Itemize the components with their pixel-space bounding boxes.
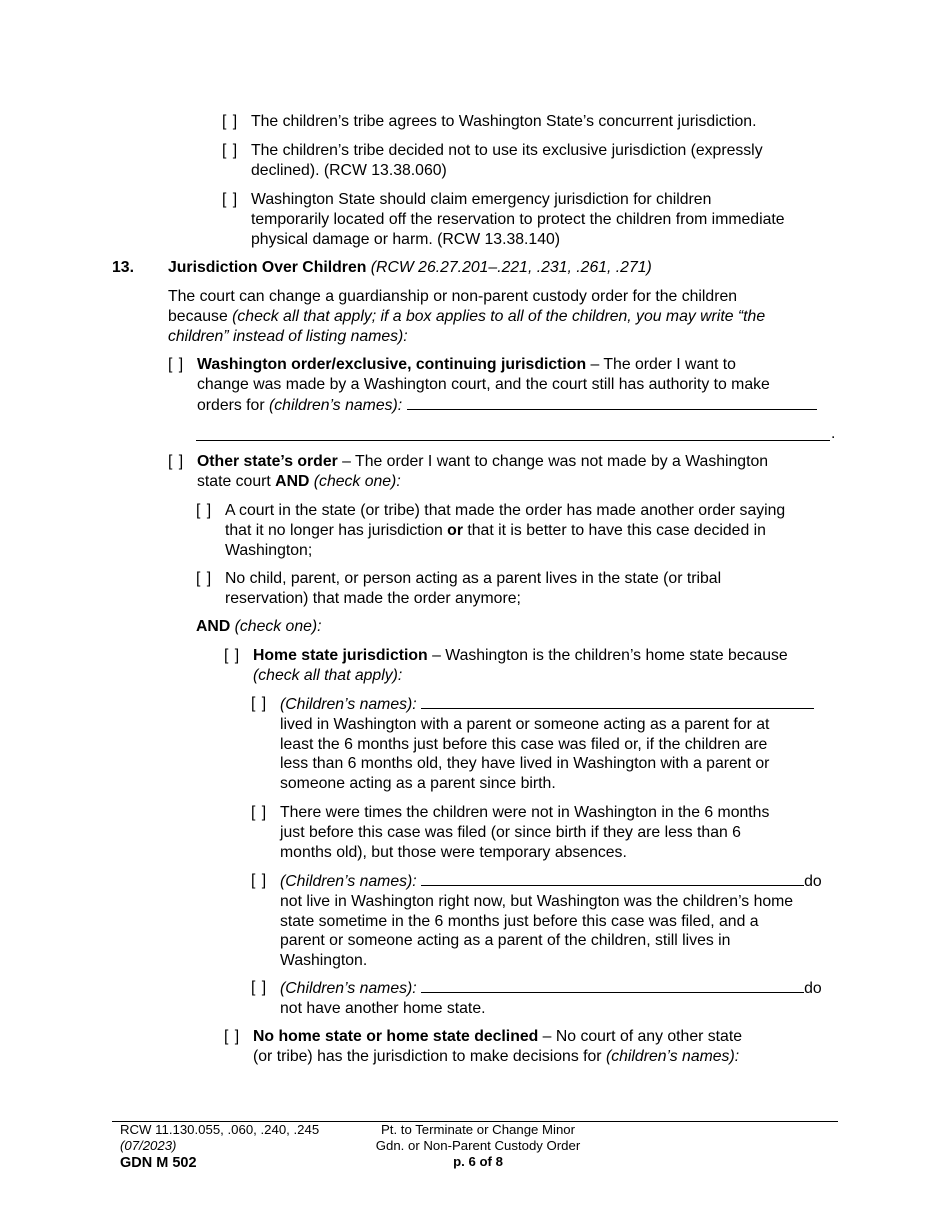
checkbox[interactable]: [ ] <box>251 804 268 821</box>
section-heading <box>168 258 848 278</box>
section-number: 13. <box>112 259 134 276</box>
option-text: temporarily located off the reservation to protect the children from immediate <box>251 210 785 228</box>
footer-left <box>120 1122 319 1172</box>
footer-center <box>348 1122 608 1170</box>
option-title: No home state or home state declined <box>253 1028 539 1045</box>
tribe-emergency-option <box>222 190 842 249</box>
option-title: Home state jurisdiction <box>253 647 428 664</box>
option-text: The children’s tribe decided not to use its exclusive jurisdiction (expressly <box>251 142 763 159</box>
wa-order-option: [ ] Washington order/exclusive, continuing jurisdiction – The order I want to change was made by a Washington court, and the court still has authority to make orders for (children’s names): <box>168 355 848 415</box>
option-text: Washington State should claim emergency jurisdiction for children <box>251 191 712 208</box>
checkbox[interactable]: [ ] <box>224 647 241 664</box>
option-title: Washington order/exclusive, continuing jurisdiction <box>197 356 587 373</box>
period: . <box>831 425 836 442</box>
option-text: The children’s tribe agrees to Washington State’s concurrent jurisdiction. <box>251 113 757 130</box>
children-names-field[interactable] <box>421 978 804 993</box>
home-state-sub-option-b: [ ] There were times the children were not in Washington in the 6 months just before this case was filed (or since birth if they are less than 6 months old), but those were temporary absences. <box>251 804 770 861</box>
checkbox[interactable]: [ ] <box>222 191 239 208</box>
tribe-declined-option <box>222 141 842 181</box>
checkbox[interactable]: [ ] <box>251 872 268 889</box>
footer-rcw: RCW 11.130.055, .060, .240, .245 <box>120 1122 320 1137</box>
checkbox[interactable]: [ ] <box>251 979 268 996</box>
section-title: Jurisdiction Over Children <box>168 259 367 276</box>
children-names-field-line2[interactable] <box>196 440 830 441</box>
other-state-option: [ ] Other state’s order – The order I want to change was not made by a Washington state court AND (check one): <box>168 453 769 490</box>
footer-form-id: GDN M 502 <box>120 1155 197 1171</box>
children-names-field[interactable] <box>407 395 817 410</box>
home-state-sub-option-c: [ ] (Children’s names): do not live in Washington right now, but Washington was the children’s home state sometime in the 6 months just before this case was filed, and a parent or someone acting as a parent of the children, still lives in Washington. <box>251 872 822 970</box>
checkbox[interactable]: [ ] <box>224 1028 241 1045</box>
option-title: Other state’s order <box>197 453 338 470</box>
section-citation: (RCW 26.27.201–.221, .231, .261, .271) <box>370 259 652 276</box>
checkbox[interactable]: [ ] <box>196 502 213 519</box>
other-state-sub-option-2: [ ] No child, parent, or person acting as a parent lives in the state (or tribal reservation) that made the order anymore; <box>196 570 722 607</box>
home-state-sub-option-a: [ ] (Children’s names): lived in Washington with a parent or someone acting as a parent for at least the 6 months just before this case was filed or, if the children are less than 6 months old, they have lived in Washington with a parent or someone acting as a parent since birth. <box>251 694 846 794</box>
footer-page: p. 6 of 8 <box>453 1154 503 1169</box>
tribe-agrees-option <box>222 112 842 132</box>
section-intro: The court can change a guardianship or non-parent custody order for the children because (check all that apply; if a box applies to all of the children, you may write “the children” instead of listing names): <box>168 288 766 345</box>
children-names-field[interactable] <box>421 694 814 709</box>
checkbox[interactable]: [ ] <box>196 570 213 587</box>
checkbox[interactable]: [ ] <box>168 453 185 470</box>
option-text: declined). (RCW 13.38.060) <box>251 161 447 179</box>
footer-title-1: Pt. to Terminate or Change Minor <box>381 1122 575 1137</box>
checkbox[interactable]: [ ] <box>222 142 239 159</box>
children-names-field[interactable] <box>421 871 804 886</box>
footer-date: (07/2023) <box>120 1138 177 1153</box>
footer-title-2: Gdn. or Non-Parent Custody Order <box>375 1138 581 1153</box>
other-state-sub-option-1: [ ] A court in the state (or tribe) that made the order has made another order saying that it no longer has jurisdiction or that it is better to have this case decided in Washington; <box>196 502 786 559</box>
option-text: physical damage or harm. (RCW 13.38.140) <box>251 230 561 248</box>
checkbox[interactable]: [ ] <box>251 695 268 712</box>
no-home-state-option: [ ] No home state or home state declined – No court of any other state (or tribe) has the jurisdiction to make decisions for (children’s names): <box>224 1028 743 1065</box>
home-state-sub-option-d: [ ] (Children’s names): do not have another home state. <box>251 979 822 1017</box>
checkbox[interactable]: [ ] <box>168 356 185 373</box>
and-check-one: AND (check one): <box>196 618 322 635</box>
checkbox[interactable]: [ ] <box>222 113 239 130</box>
home-state-option: [ ] Home state jurisdiction – Washington is the children’s home state because (check all that apply): <box>224 647 788 684</box>
